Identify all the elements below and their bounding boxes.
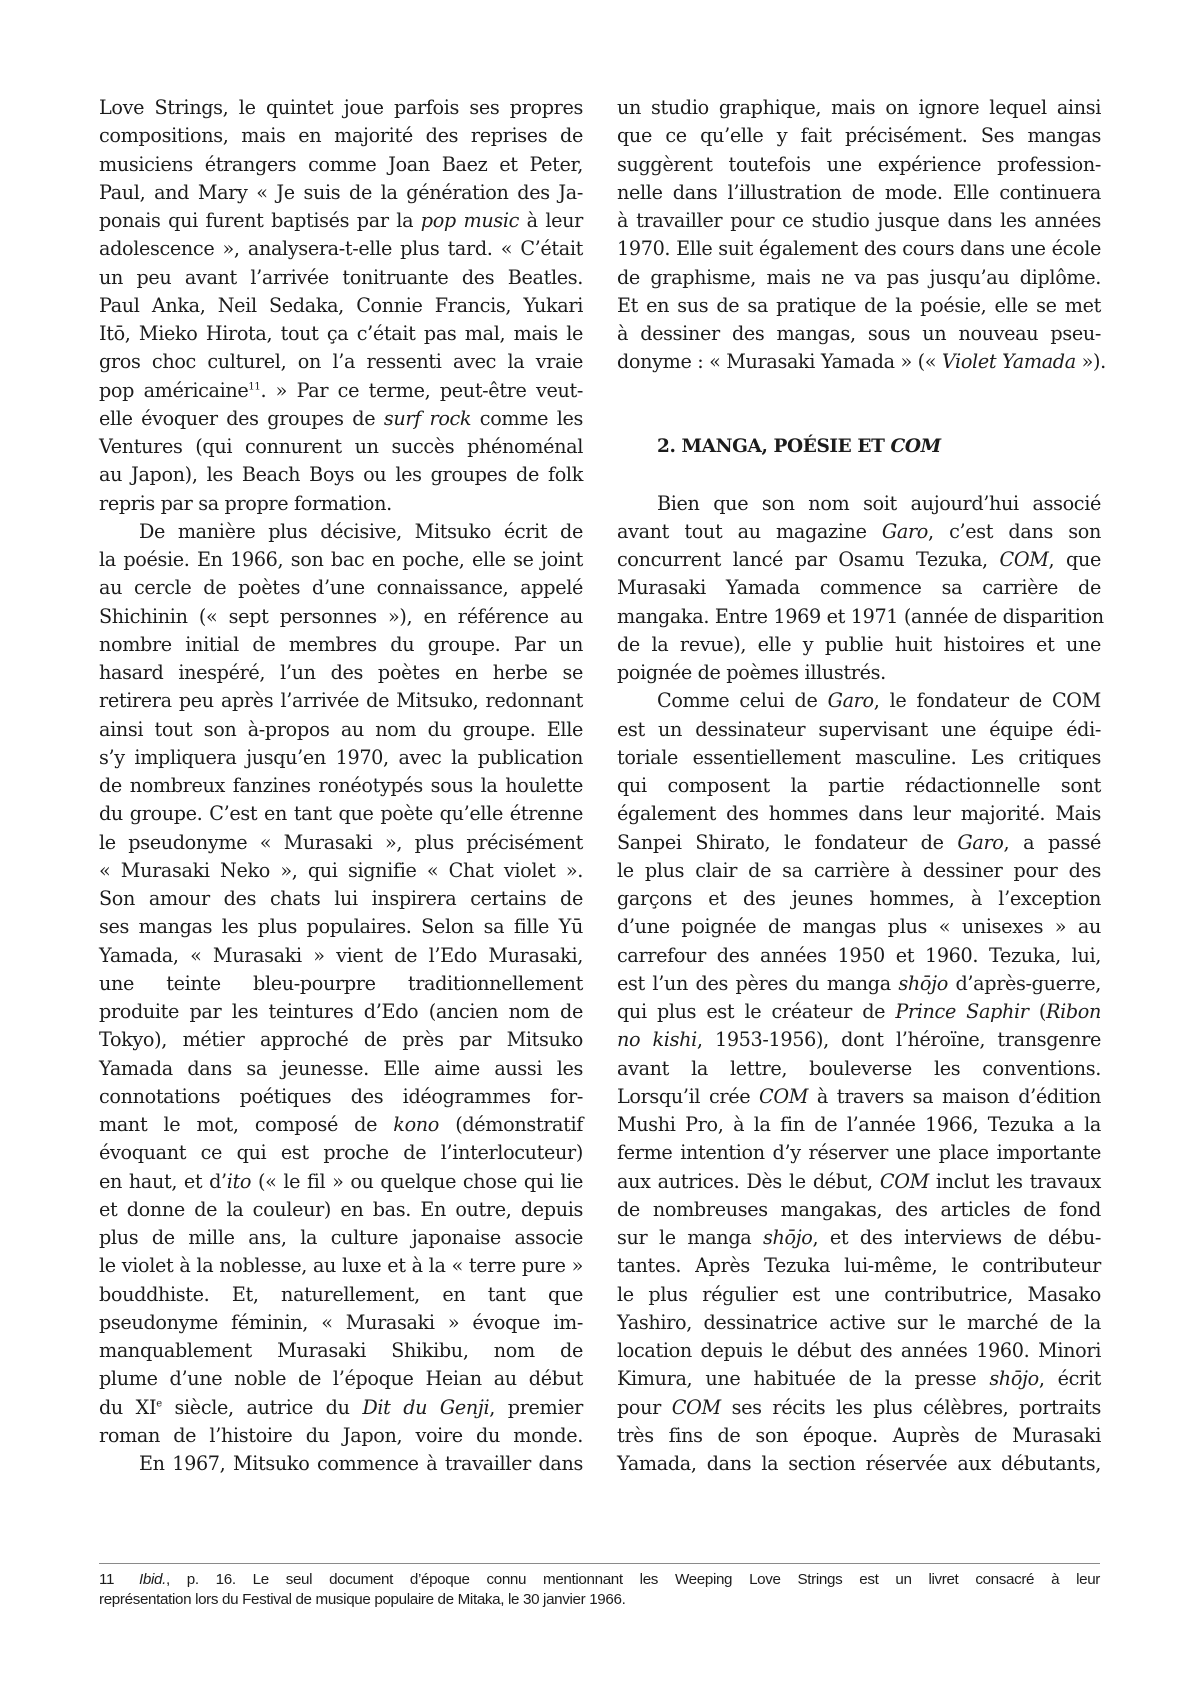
text-line: Paul Anka, Neil Sedaka, Connie Francis, Yukari bbox=[99, 293, 583, 317]
text-line: Itō, Mieko Hirota, tout ça c’était pas mal, mais le bbox=[99, 322, 583, 345]
text-line: Lorsqu’il crée COM à travers sa maison d’édition bbox=[617, 1084, 1101, 1108]
italic-text: Garo bbox=[827, 689, 874, 713]
text-line: roman de l’histoire du Japon, voire du monde. bbox=[99, 1423, 583, 1447]
text-line: une teinte bleu-pourpre traditionnellement bbox=[99, 971, 583, 995]
italic-text: Dit du Genji bbox=[362, 1395, 490, 1419]
italic-text: COM bbox=[879, 1169, 929, 1193]
text-line: Kimura, une habituée de la presse shōjo, écrit bbox=[617, 1367, 1101, 1391]
text-line: toriale essentiellement masculine. Les critiques bbox=[617, 745, 1101, 769]
paragraph-start-line: En 1967, Mitsuko commence à travailler dans bbox=[139, 1452, 583, 1475]
text-line: Tokyo), métier approché de près par Mitsuko bbox=[99, 1028, 583, 1052]
text-line: garçons et des jeunes hommes, à l’exception bbox=[617, 887, 1101, 910]
text-line: Sanpei Shirato, le fondateur de Garo, a passé bbox=[617, 830, 1101, 854]
paragraph-start-line: Bien que son nom soit aujourd’hui associé bbox=[657, 491, 1101, 515]
text-line: concurrent lancé par Osamu Tezuka, COM, que bbox=[617, 548, 1101, 571]
text-line: d’une poignée de mangas plus « unisexes » au bbox=[617, 915, 1101, 939]
text-line: hasard inespéré, l’un des poètes en herbe se bbox=[99, 661, 583, 684]
text-line: location depuis le début des années 1960. Minori bbox=[617, 1339, 1101, 1362]
text-line: manquablement Murasaki Shikibu, nom de bbox=[99, 1339, 583, 1362]
text-line: Son amour des chats lui inspirera certains de bbox=[99, 887, 583, 910]
section-heading-italic: COM bbox=[890, 436, 941, 457]
text-line: produite par les teintures d’Edo (ancien nom de bbox=[99, 1000, 583, 1023]
text-line: avant tout au magazine Garo, c’est dans son bbox=[617, 519, 1101, 543]
italic-text: Prince Saphir bbox=[895, 1000, 1029, 1023]
paragraph-start-line: De manière plus décisive, Mitsuko écrit de bbox=[139, 519, 583, 543]
italic-text: shōjo bbox=[989, 1367, 1039, 1391]
italic-text: Garo bbox=[957, 830, 1004, 854]
text-line: Murasaki Yamada commence sa carrière de bbox=[617, 576, 1101, 600]
italic-text: Ribon bbox=[1045, 1000, 1101, 1023]
text-line: est l’un des pères du manga shōjo d’après-guerre, bbox=[617, 971, 1101, 995]
text-line: aux autrices. Dès le début, COM inclut les travaux bbox=[617, 1169, 1101, 1193]
footnote-number: 11 bbox=[99, 1571, 115, 1588]
text-line: au Japon), les Beach Boys ou les groupes de folk bbox=[99, 463, 583, 487]
text-line: au cercle de poètes d’une connaissance, appelé bbox=[99, 576, 583, 600]
text-line: tantes. Après Tezuka lui-même, le contributeur bbox=[617, 1254, 1101, 1278]
section-heading bbox=[617, 433, 1101, 461]
text-line: donyme : « Murasaki Yamada » (« Violet Yamada »). bbox=[617, 350, 1106, 374]
text-line: sur le manga shōjo, et des interviews de débu- bbox=[617, 1226, 1101, 1249]
text-line: un peu avant l’arrivée tonitruante des Beatles. bbox=[99, 265, 583, 289]
paragraph-end-line: poignée de poèmes illustrés. bbox=[617, 661, 886, 684]
italic-text: kono bbox=[393, 1113, 439, 1136]
italic-text: COM bbox=[999, 548, 1049, 571]
text-line: le violet à la noblesse, au luxe et à la « terre pure » bbox=[99, 1254, 583, 1278]
text-line: à travailler pour ce studio jusque dans les années bbox=[617, 209, 1101, 232]
text-line: un studio graphique, mais on ignore lequel ainsi bbox=[617, 96, 1101, 119]
text-line: Mushi Pro, à la fin de l’année 1966, Tezuka a la bbox=[617, 1113, 1101, 1136]
text-line: adolescence », analysera-t-elle plus tard. « C’était bbox=[99, 237, 583, 261]
paragraph-start-line: Comme celui de Garo, le fondateur de COM bbox=[657, 689, 1101, 713]
text-line: de nombreux fanzines ronéotypés sous la houlette bbox=[99, 774, 583, 797]
text-line: carrefour des années 1950 et 1960. Tezuka, lui, bbox=[617, 943, 1101, 967]
text-line: en haut, et d’ito (« le fil » ou quelque chose qui lie bbox=[99, 1169, 583, 1193]
text-line: ponais qui furent baptisés par la pop music à leur bbox=[99, 209, 583, 232]
footnote-divider bbox=[99, 1563, 1100, 1564]
italic-text: no kishi bbox=[617, 1028, 697, 1052]
italic-text: surf rock bbox=[383, 406, 472, 430]
footnote-line-1 bbox=[99, 1570, 1100, 1590]
text-line: Yamada dans sa jeunesse. Elle aime aussi les bbox=[99, 1056, 583, 1080]
italic-text: Violet Yamada bbox=[941, 350, 1076, 374]
text-line: pour COM ses récits les plus célèbres, portraits bbox=[617, 1395, 1101, 1419]
text-line: ferme intention d’y réserver une place importante bbox=[617, 1141, 1101, 1165]
text-line: Et en sus de sa pratique de la poésie, elle se met bbox=[617, 293, 1101, 317]
text-line: avant la lettre, bouleverse les conventions. bbox=[617, 1056, 1101, 1080]
italic-text: shōjo bbox=[762, 1226, 813, 1249]
text-line: Love Strings, le quintet joue parfois ses propres bbox=[99, 96, 583, 119]
footnote-reference: e bbox=[156, 1398, 162, 1410]
footnote-line-2: représentation lors du Festival de musique populaire de Mitaka, le 30 janvier 1966. bbox=[99, 1591, 626, 1608]
footnote-text: , p. 16. Le seul document d’époque connu mentionnant les Weeping Love Strings est un livret consacré à leur bbox=[165, 1571, 1100, 1588]
text-line: est un dessinateur supervisant une équipe édi- bbox=[617, 717, 1101, 741]
text-line: musiciens étrangers comme Joan Baez et Peter, bbox=[99, 152, 583, 176]
text-line: Paul, and Mary « Je suis de la génération des Ja- bbox=[99, 180, 583, 204]
footnote-ibid: Ibid. bbox=[139, 1571, 166, 1588]
text-line: connotations poétiques des idéogrammes for- bbox=[99, 1084, 583, 1108]
text-line: plus de mille ans, la culture japonaise associe bbox=[99, 1226, 583, 1249]
footnote bbox=[99, 1570, 1100, 1610]
text-line: de la revue), elle y publie huit histoires et une bbox=[617, 632, 1101, 656]
text-line: Yashiro, dessinatrice active sur le marché de la bbox=[617, 1310, 1101, 1334]
spacer bbox=[617, 405, 1101, 433]
text-line: Ventures (qui connurent un succès phénoménal bbox=[99, 435, 583, 458]
text-line: Yamada, dans la section réservée aux débutants, bbox=[617, 1452, 1101, 1475]
text-line: évoquant ce qui est proche de l’interlocuteur) bbox=[99, 1141, 583, 1165]
right-column-intro-text bbox=[617, 94, 1106, 377]
text-line: 1970. Elle suit également des cours dans une école bbox=[617, 237, 1101, 261]
text-line: compositions, mais en majorité des reprises de bbox=[99, 124, 583, 148]
text-line: nombre initial de membres du groupe. Par un bbox=[99, 632, 583, 656]
text-line: la poésie. En 1966, son bac en poche, elle se joint bbox=[99, 548, 583, 571]
right-column bbox=[617, 94, 1106, 1478]
text-line: bouddhiste. Et, naturellement, en tant que bbox=[99, 1282, 583, 1306]
text-line: à dessiner des mangas, sous un nouveau pseu- bbox=[617, 322, 1101, 345]
left-column bbox=[99, 94, 583, 1478]
text-line: mangaka. Entre 1969 et 1971 (année de disparition bbox=[617, 604, 1104, 628]
text-line: Yamada, « Murasaki » vient de l’Edo Murasaki, bbox=[99, 943, 583, 967]
text-line: également des hommes dans leur majorité. Mais bbox=[617, 802, 1101, 826]
text-line: nelle dans l’illustration de mode. Elle continuera bbox=[617, 180, 1101, 204]
footnote-reference: 11 bbox=[248, 381, 261, 393]
spacer bbox=[617, 461, 1101, 489]
italic-text: COM bbox=[671, 1395, 721, 1419]
text-line: de nombreuses mangakas, des articles de fond bbox=[617, 1197, 1101, 1221]
text-line: et donne de la couleur) en bas. En outre, depuis bbox=[99, 1197, 583, 1221]
text-line: elle évoquer des groupes de surf rock comme les bbox=[99, 406, 583, 430]
text-line: que ce qu’elle y fait précisément. Ses mangas bbox=[617, 124, 1101, 148]
italic-text: ito bbox=[226, 1169, 252, 1193]
text-line: suggèrent toutefois une expérience profession- bbox=[617, 152, 1101, 176]
text-line: de graphisme, mais ne va pas jusqu’au diplôme. bbox=[617, 265, 1101, 289]
text-line: qui plus est le créateur de Prince Saphir (Ribon bbox=[617, 1000, 1101, 1023]
italic-text: Garo bbox=[881, 519, 928, 543]
section-heading-text: 2. MANGA, POÉSIE ET bbox=[657, 436, 891, 457]
text-line: pseudonyme féminin, « Murasaki » évoque im- bbox=[99, 1310, 583, 1334]
text-line: qui composent la partie rédactionnelle sont bbox=[617, 774, 1101, 797]
text-line: plume d’une noble de l’époque Heian au début bbox=[99, 1367, 583, 1391]
text-line: ses mangas les plus populaires. Selon sa fille Yū bbox=[99, 915, 583, 939]
paragraph-end-line: repris par sa propre formation. bbox=[99, 491, 392, 515]
text-line: Shichinin (« sept personnes »), en référence au bbox=[99, 604, 583, 628]
text-line: no kishi, 1953-1956), dont l’héroïne, transgenre bbox=[617, 1028, 1101, 1052]
text-line: très fins de son époque. Auprès de Murasaki bbox=[617, 1423, 1101, 1447]
italic-text: COM bbox=[759, 1084, 809, 1108]
text-line: le plus clair de sa carrière à dessiner pour des bbox=[617, 858, 1101, 882]
right-column-section-text bbox=[617, 490, 1104, 1479]
text-line: du XIe siècle, autrice du Dit du Genji, premier bbox=[99, 1395, 583, 1419]
text-line: ainsi tout son à-propos au nom du groupe. Elle bbox=[99, 717, 583, 741]
italic-text: pop music bbox=[420, 209, 520, 232]
text-line: mant le mot, composé de kono (démonstratif bbox=[99, 1113, 584, 1136]
text-line: retirera peu après l’arrivée de Mitsuko, redonnant bbox=[99, 689, 583, 713]
text-line: du groupe. C’est en tant que poète qu’elle étrenne bbox=[99, 802, 583, 826]
text-line: « Murasaki Neko », qui signifie « Chat violet ». bbox=[99, 858, 583, 882]
italic-text: shōjo bbox=[898, 971, 948, 995]
text-line: s’y impliquera jusqu’en 1970, avec la publication bbox=[99, 745, 583, 769]
text-line: le plus régulier est une contributrice, Masako bbox=[617, 1282, 1101, 1306]
text-line: pop américaine$^{11}$. » Par ce terme, peut-être veut- bbox=[99, 378, 583, 402]
text-line: gros choc culturel, on l’a ressenti avec la vraie bbox=[99, 350, 583, 374]
text-line: le pseudonyme « Murasaki », plus précisément bbox=[99, 830, 583, 854]
spacer bbox=[617, 377, 1101, 405]
